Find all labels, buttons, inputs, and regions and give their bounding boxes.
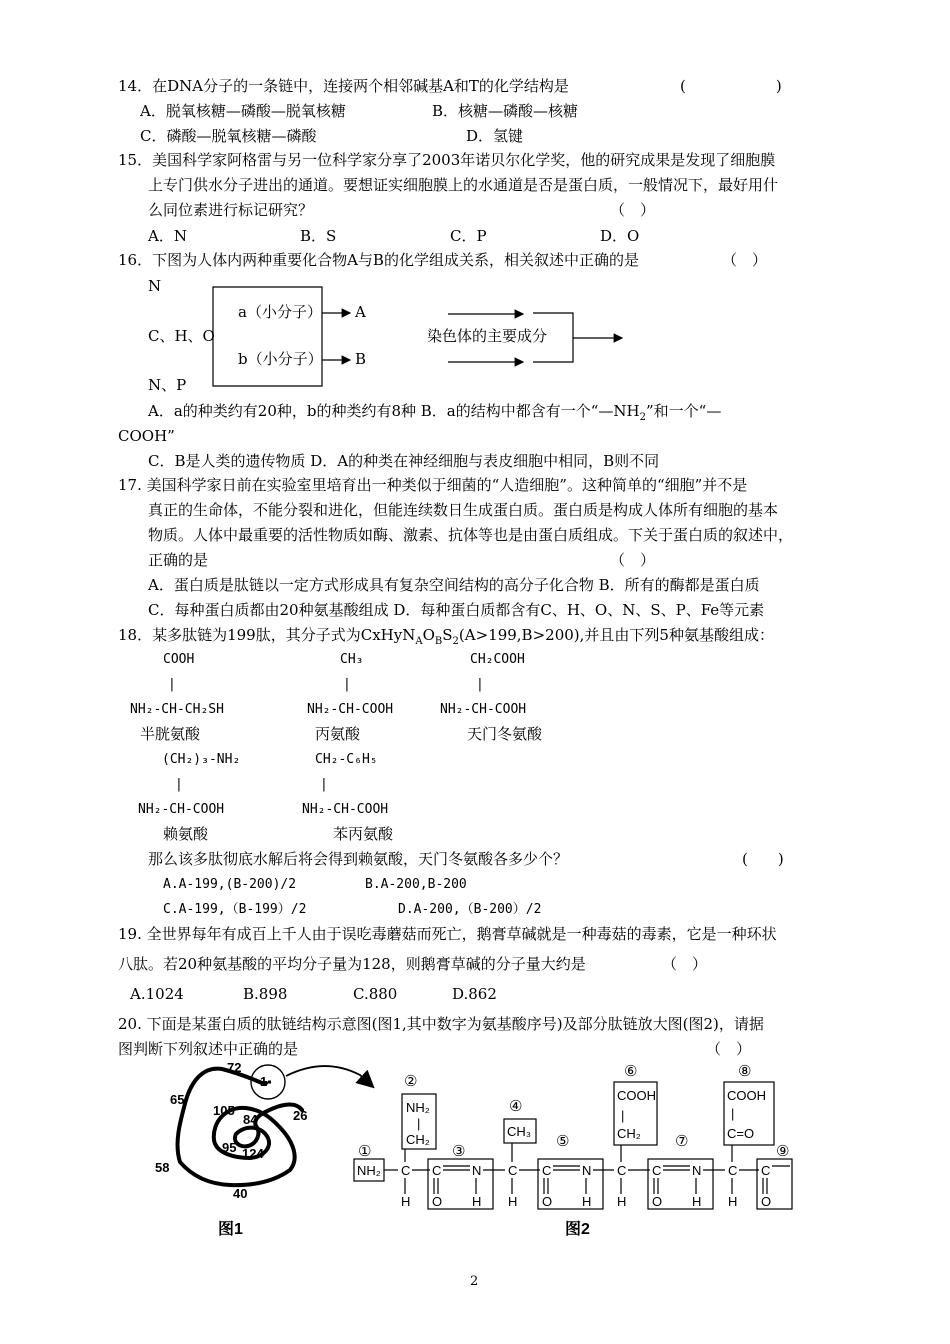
q14-option-d: D．氢键 (466, 127, 524, 145)
fig2-mark-8: ⑧ (738, 1063, 752, 1080)
fig2-carbonyl-c-3: C (652, 1163, 662, 1178)
fig2-r2-bar: | (417, 1116, 421, 1131)
fig2-r8-bar: | (731, 1106, 735, 1121)
fig2-carbonyl-c-2: C (542, 1163, 552, 1178)
fig2-amide-h-3: H (692, 1194, 702, 1209)
diagram-label-big-b: B (355, 350, 367, 368)
phenylalanine-name: 苯丙氨酸 (333, 825, 394, 843)
fig2-nh2: NH₂ (357, 1163, 381, 1178)
q16-option-line-2: C．B是人类的遗传物质 D．A的种类在神经细胞与表皮细胞中相同，B则不同 (148, 452, 660, 470)
q17-option-line-1: A．蛋白质是肽链以一定方式形成具有复杂空间结构的高分子化合物 B．所有的酶都是蛋白质 (148, 576, 760, 594)
q17-option-line-2: C．每种蛋白质都由20种氨基酸组成 D．每种蛋白质都含有C、H、O、N、S、P、Fe等元素 (148, 601, 765, 619)
cysteine-backbone: NH₂-CH-CH₂SH (130, 702, 224, 717)
figure-1-chain (178, 1069, 302, 1186)
fig2-r8-cooh: COOH (727, 1088, 766, 1103)
alanine-backbone: NH₂-CH-COOH (307, 702, 394, 717)
q19-option-a: A.1024 (130, 985, 184, 1003)
fig2-r4-ch3: CH₃ (507, 1124, 532, 1139)
diagram-label-b: b（小分子） (238, 350, 323, 368)
fig2-amide-h-2: H (582, 1194, 592, 1209)
q15-line-2: 上专门供水分子进出的通道。要想证实细胞膜上的水通道是否是蛋白质，一般情况下，最好用什 (148, 176, 779, 194)
fig2-alpha-c-4: C (728, 1163, 738, 1178)
fig2-mark-1: ① (358, 1143, 372, 1160)
aspartate-side-top: CH₂COOH (470, 652, 525, 667)
q15-option-a: A．N (148, 227, 187, 245)
fig2-mark-2: ② (404, 1073, 418, 1090)
q19-option-b: B.898 (243, 985, 288, 1003)
fig1-label-124: 124 (242, 1146, 264, 1161)
fig2-alpha-c-1: C (401, 1163, 411, 1178)
diagram-label-big-a: A (355, 303, 366, 321)
q14-stem: 14．在DNA分子的一条链中，连接两个相邻碱基A和T的化学结构是 (118, 77, 569, 95)
q17-line-4: 正确的是 (148, 551, 209, 569)
fig2-alpha-h-2: H (508, 1194, 518, 1209)
cysteine-name: 半胱氨酸 (140, 725, 201, 743)
q14-option-c: C．磷酸—脱氧核糖—磷酸 (140, 127, 317, 145)
q20-line-2: 图判断下列叙述中正确的是 (118, 1040, 299, 1058)
q19-line-2: 八肽。若20种氨基酸的平均分子量为128，则鹅膏草碱的分子量大约是 (118, 955, 586, 973)
q17-line-2: 真正的生命体，不能分裂和进化，但能连续数日生成蛋白质。蛋白质是构成人体所有细胞的基本 (148, 501, 779, 519)
fig2-r6-ch2: CH₂ (617, 1126, 641, 1141)
q15-option-c: C．P (450, 227, 487, 245)
q16-answer-paren: （ ） (722, 251, 768, 269)
q15-answer-paren: （ ） (610, 201, 656, 219)
fig1-label-65: 65 (170, 1092, 185, 1107)
q15-line-3: 么同位素进行标记研究？ (148, 201, 314, 219)
fig2-carbonyl-o-4: O (761, 1194, 772, 1209)
fig2-mark-4: ④ (509, 1098, 523, 1115)
fig2-carbonyl-o-3: O (652, 1194, 663, 1209)
fig1-label-58: 58 (155, 1160, 170, 1175)
fig2-mark-6: ⑥ (624, 1063, 638, 1080)
aspartate-name: 天门冬氨酸 (467, 725, 543, 743)
q18-option-a: A.A-199,(B-200)/2 (163, 877, 297, 892)
fig1-label-72: 72 (227, 1060, 242, 1075)
fig2-carbonyl-c-4: C (761, 1163, 771, 1178)
phenylalanine-bond: | (320, 777, 328, 792)
page-number: 2 (470, 1274, 479, 1289)
q14-option-b: B．核糖—磷酸—核糖 (432, 102, 579, 120)
q19-option-d: D.862 (452, 985, 497, 1003)
phenylalanine-backbone: NH₂-CH-COOH (302, 802, 389, 817)
q17-answer-paren: （ ） (610, 551, 656, 569)
fig2-amide-n-1: N (472, 1163, 482, 1178)
fig2-mark-3: ③ (452, 1143, 466, 1160)
figure-1-caption: 图1 (218, 1221, 243, 1238)
fig2-mark-7: ⑦ (675, 1133, 689, 1150)
q19-line-1: 19. 全世界每年有成百上千人由于误吃毒蘑菇而死亡，鹅膏草碱就是一种毒菇的毒素，它是一种环状 (118, 925, 777, 943)
fig2-carbonyl-c-1: C (432, 1163, 442, 1178)
q15-option-b: B．S (300, 227, 337, 245)
aspartate-backbone: NH₂-CH-COOH (440, 702, 527, 717)
q18-stem: 18．某多肽链为199肽，其分子式为$CxHyN_AO_BS_2(A>199,B>200)$,并且由下列5种氨基酸组成： (118, 626, 774, 647)
fig1-label-95: 95 (222, 1140, 237, 1155)
lysine-backbone: NH₂-CH-COOH (138, 802, 225, 817)
fig2-alpha-c-3: C (617, 1163, 627, 1178)
q19-option-c: C.880 (353, 985, 398, 1003)
q16-option-line-1: A．a的种类约有20种，b的种类约有8种 B．a的结构中都含有一个“$—NH_2$”和一个“— (148, 402, 722, 423)
fig2-mark-9: ⑨ (776, 1143, 790, 1160)
fig2-alpha-h-4: H (728, 1194, 738, 1209)
alanine-name: 丙氨酸 (315, 725, 361, 743)
diagram-chromosome-label: 染色体的主要成分 (427, 327, 548, 345)
fig2-alpha-h-1: H (401, 1194, 411, 1209)
fig1-label-84: 84 (243, 1112, 258, 1127)
zoom-arrow (286, 1066, 372, 1086)
fig2-r2-nh2: NH₂ (406, 1100, 430, 1115)
q18-option-c: C.A-199,（B-199）/2 (163, 902, 307, 917)
q18-option-d: D.A-200,（B-200）/2 (398, 902, 542, 917)
diagram-element-cho: C、H、O (148, 327, 215, 345)
fig2-carbonyl-o-1: O (432, 1194, 443, 1209)
fig2-carbonyl-o-2: O (542, 1194, 553, 1209)
q18-answer-paren: ( ) (742, 850, 784, 868)
fig2-alpha-c-2: C (508, 1163, 518, 1178)
alanine-side-top: CH₃ (340, 652, 364, 667)
figure-2-peptide (354, 1063, 792, 1209)
figure-2-caption: 图2 (565, 1221, 590, 1238)
lysine-bond: | (175, 777, 183, 792)
diagram-element-n: N (148, 277, 162, 295)
q14-option-a: A．脱氧核糖—磷酸—脱氧核糖 (140, 102, 346, 120)
q17-line-3: 物质。人体中最重要的活性物质如酶、激素、抗体等也是由蛋白质组成。下关于蛋白质的叙述中， (148, 526, 794, 544)
fig2-r8-co: C=O (727, 1126, 755, 1141)
fig2-amide-n-2: N (582, 1163, 592, 1178)
q14-answer-paren: ( ) (680, 77, 782, 95)
fig2-r2-ch2: CH₂ (406, 1132, 430, 1147)
diagram-element-np: N、P (148, 376, 187, 394)
phenylalanine-side-top: CH₂-C₆H₅ (315, 752, 378, 767)
alanine-bond: | (343, 677, 351, 692)
fig1-label-105: 105 (213, 1103, 235, 1118)
fig2-r6-cooh: COOH (617, 1088, 656, 1103)
lysine-side-top: (CH₂)₃-NH₂ (162, 752, 241, 767)
cysteine-bond: | (168, 677, 176, 692)
q15-option-d: D．O (600, 227, 640, 245)
fig1-label-26: 26 (293, 1108, 308, 1123)
q17-line-1: 17. 美国科学家日前在实验室里培育出一种类似于细菌的“人造细胞”。这种简单的“细胞”并不是 (118, 476, 748, 494)
q19-answer-paren: （ ） (662, 955, 708, 973)
diagram-label-a: a（小分子） (238, 303, 322, 321)
q20-line-1: 20. 下面是某蛋白质的肽链结构示意图(图1,其中数字为氨基酸序号)及部分肽链放大图(图2)，请据 (118, 1015, 764, 1033)
fig1-label-40: 40 (233, 1186, 248, 1201)
aspartate-bond: | (476, 677, 484, 692)
q20-answer-paren: （ ） (706, 1040, 752, 1058)
q16-option-line-1b: COOH” (118, 427, 175, 445)
fig2-amide-n-3: N (692, 1163, 702, 1178)
q16-stem: 16．下图为人体内两种重要化合物A与B的化学组成关系，相关叙述中正确的是 (118, 251, 639, 269)
lysine-name: 赖氨酸 (163, 825, 209, 843)
fig2-alpha-h-3: H (617, 1194, 627, 1209)
q18-ask: 那么该多肽彻底水解后将会得到赖氨酸，天门冬氨酸各多少个？ (148, 850, 569, 868)
cysteine-side-top: COOH (163, 652, 195, 667)
fig2-r6-bar: | (621, 1108, 625, 1123)
fig2-amide-h-1: H (472, 1194, 482, 1209)
q18-option-b: B.A-200,B-200 (365, 877, 467, 892)
q15-line-1: 15．美国科学家阿格雷与另一位科学家分享了2003年诺贝尔化学奖，他的研究成果是发现了细胞膜 (118, 151, 776, 169)
fig2-mark-5: ⑤ (556, 1133, 570, 1150)
fig1-label-1: 1 (260, 1074, 268, 1089)
